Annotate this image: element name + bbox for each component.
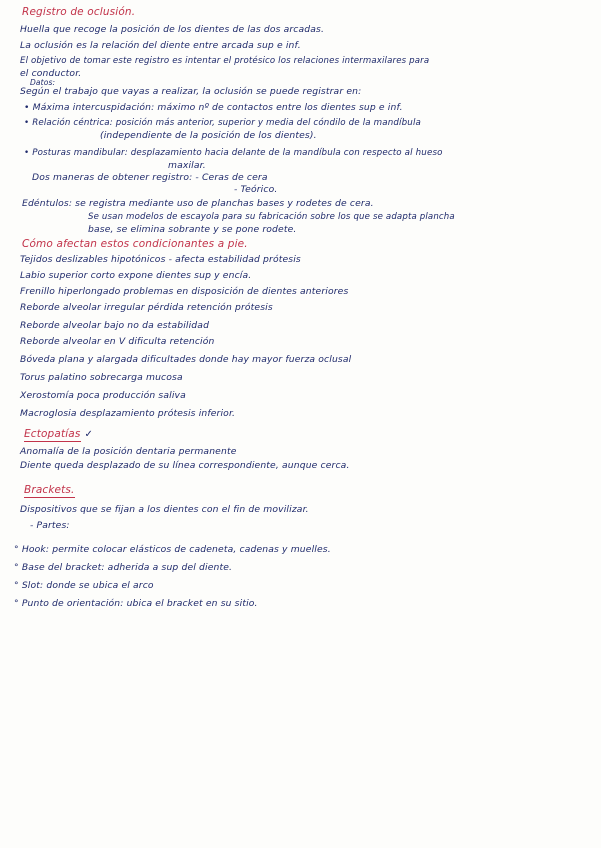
note-line: Reborde alveolar bajo no da estabilidad — [20, 320, 210, 331]
heading-brackets — [24, 484, 75, 496]
bullet-item: • Máxima intercuspidación: máximo nº de contactos entre los dientes sup e inf. — [24, 102, 403, 113]
note-line: Reborde alveolar en V dificulta retención — [20, 336, 215, 347]
bullet-text: Slot: donde se ubica el arco — [21, 580, 154, 591]
note-line: Diente queda desplazado de su línea correspondiente, aunque cerca. — [20, 460, 350, 471]
bullet-item: ° Hook: permite colocar elásticos de cadeneta, cadenas y muelles. — [14, 544, 331, 555]
note-line: maxilar. — [168, 160, 206, 171]
note-line: (independiente de la posición de los dientes). — [100, 130, 317, 141]
note-line: base, se elimina sobrante y se pone rodete. — [88, 224, 297, 235]
note-line: Frenillo hiperlongado problemas en disposición de dientes anteriores — [20, 286, 349, 297]
bullet-item: • Posturas mandibular: desplazamiento hacia delante de la mandíbula con respecto al hueso — [24, 148, 443, 158]
note-line: Labio superior corto expone dientes sup y encía. — [20, 270, 252, 281]
note-line: - Teórico. — [234, 184, 278, 195]
note-line: Dos maneras de obtener registro: - Ceras de cera — [32, 172, 268, 183]
bullet-text: Hook: permite colocar elásticos de cadeneta, cadenas y muelles. — [21, 544, 331, 555]
heading-ectopatias: Ectopatías — [24, 428, 81, 440]
note-line: Anomalía de la posición dentaria permanente — [20, 446, 237, 457]
bullet-text: Base del bracket: adherida a sup del diente. — [21, 562, 233, 573]
bullet-text: Máxima intercuspidación: máximo nº de contactos entre los dientes sup e inf. — [32, 102, 403, 113]
note-line: Macroglosia desplazamiento prótesis inferior. — [20, 408, 236, 419]
note-line: Dispositivos que se fijan a los dientes con el fin de movilizar. — [20, 504, 309, 515]
heading-brackets-text: Brackets. — [24, 484, 75, 496]
note-line: Edéntulos: se registra mediante uso de planchas bases y rodetes de cera. — [22, 198, 374, 209]
bullet-item: ° Slot: donde se ubica el arco — [14, 580, 154, 591]
bullet-item: ° Base del bracket: adherida a sup del diente. — [14, 562, 233, 573]
bullet-text: Posturas mandibular: desplazamiento hacia delante de la mandíbula con respecto al hueso — [32, 148, 443, 158]
bullet-text: Relación céntrica: posición más anterior, superior y media del cóndilo de la mandíbula — [32, 118, 421, 128]
heading-registro-oclusion: Registro de oclusión. — [22, 6, 136, 18]
note-line: Bóveda plana y alargada dificultades donde hay mayor fuerza oclusal — [20, 354, 352, 365]
heading-condicionantes: Cómo afectan estos condicionantes a pie. — [22, 238, 248, 250]
heading-ectopatias-wrap — [24, 428, 93, 440]
note-line: El objetivo de tomar este registro es intentar el protésico los relaciones intermaxilares para — [20, 56, 430, 66]
note-line: Se usan modelos de escayola para su fabricación sobre los que se adapta plancha — [88, 212, 455, 222]
note-line: Reborde alveolar irregular pérdida retención prótesis — [20, 302, 273, 313]
note-line: - Partes: — [30, 520, 70, 531]
check-mark-icon: ✓ — [84, 429, 94, 440]
note-line: el conductor. — [20, 68, 82, 79]
note-line: La oclusión es la relación del diente entre arcada sup e inf. — [20, 40, 301, 51]
note-line: Xerostomía poca producción saliva — [20, 390, 186, 401]
note-line: Tejidos deslizables hipotónicos - afecta estabilidad prótesis — [20, 254, 301, 265]
bullet-item: • Relación céntrica: posición más anterior, superior y media del cóndilo de la mandíbula — [24, 118, 421, 128]
note-line: Huella que recoge la posición de los dientes de las dos arcadas. — [20, 24, 325, 35]
bullet-item: ° Punto de orientación: ubica el bracket en su sitio. — [14, 598, 258, 609]
note-line: Torus palatino sobrecarga mucosa — [20, 372, 183, 383]
note-line: Según el trabajo que vayas a realizar, la oclusión se puede registrar en: — [20, 86, 362, 97]
bullet-text: Punto de orientación: ubica el bracket en su sitio. — [21, 598, 258, 609]
note-annotation: Datos: — [30, 78, 56, 87]
